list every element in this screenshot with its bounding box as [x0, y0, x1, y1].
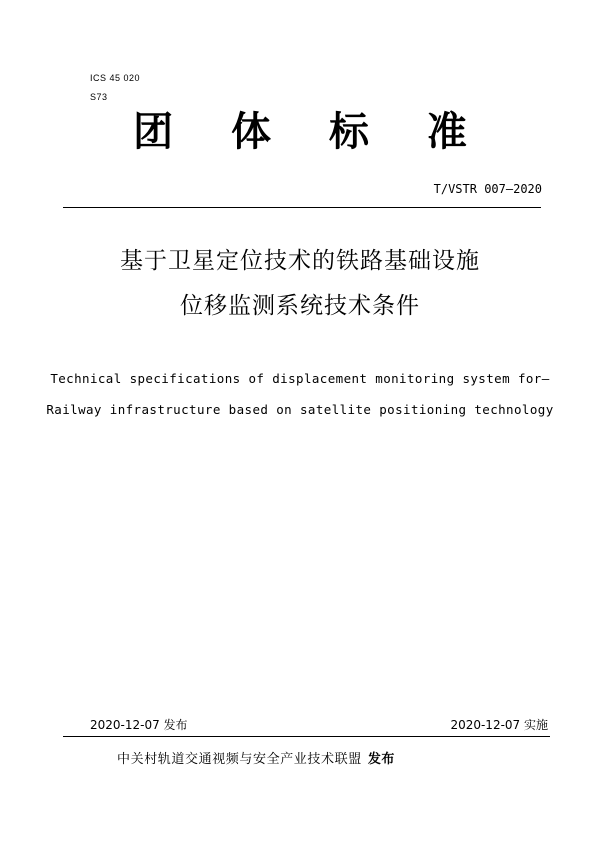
top-divider [63, 207, 541, 208]
publisher-suffix: 发布 [367, 752, 396, 767]
ccs-code: S73 [90, 92, 108, 102]
publisher-line [117, 752, 395, 768]
title-en-line-1: Technical specifications of displacement monitoring system for— [50, 371, 550, 386]
standard-type-heading: 团 体 标 准 [133, 109, 489, 155]
standard-number: T/VSTR 007—2020 [433, 182, 542, 196]
implementation-date: 2020-12-07 实施 [450, 718, 548, 732]
issue-date: 2020-12-07 发布 [90, 718, 188, 732]
ics-code: ICS 45 020 [90, 73, 141, 83]
bottom-divider [63, 736, 550, 737]
title-zh-line-2: 位移监测系统技术条件 [180, 293, 420, 319]
title-en-line-2: Railway infrastructure based on satellite positioning technology [46, 402, 554, 417]
publisher-name: 中关村轨道交通视频与安全产业技术联盟 [117, 752, 362, 767]
title-zh-line-1: 基于卫星定位技术的铁路基础设施 [120, 248, 480, 274]
